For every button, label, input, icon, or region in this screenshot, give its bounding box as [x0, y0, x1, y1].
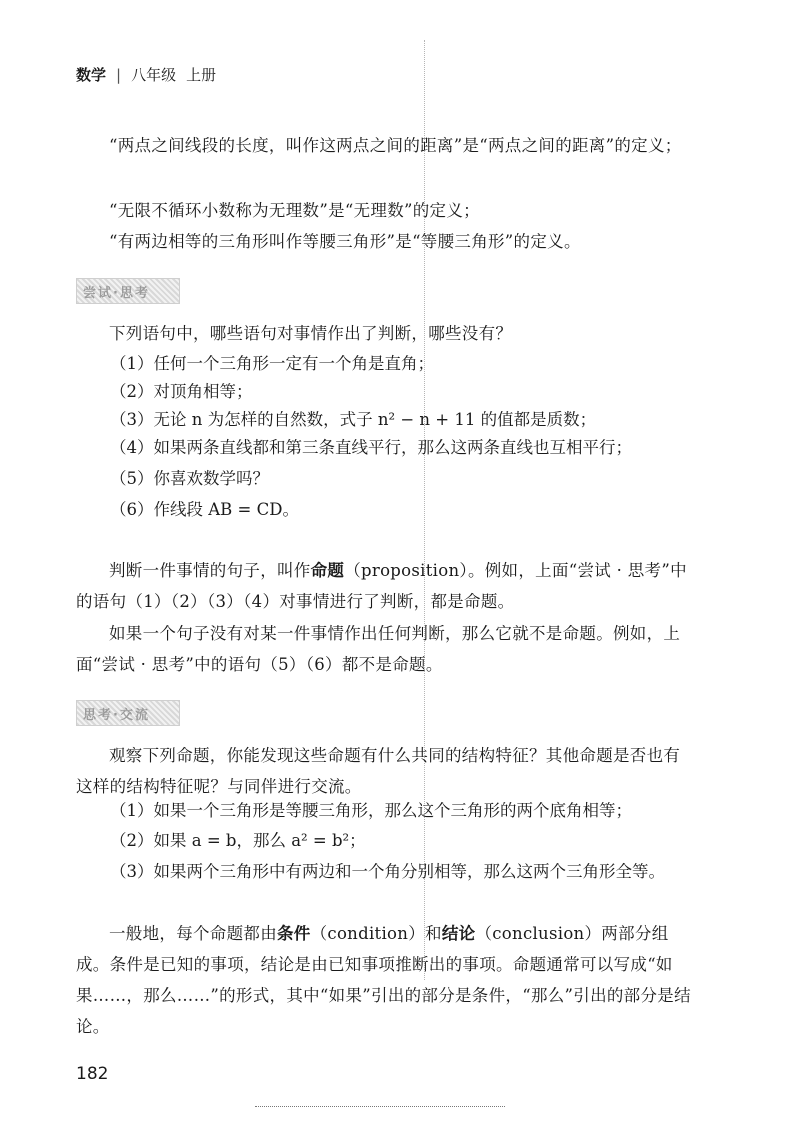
definition-paragraph-1 — [76, 555, 696, 617]
section1-item-5: （5）你喜欢数学吗？ — [110, 469, 269, 488]
section1-item-3: （3）无论 n 为怎样的自然数，式子 n² − n + 11 的值都是质数； — [110, 410, 597, 429]
section1-item-4: （4）如果两条直线都和第三条直线平行，那么这两条直线也互相平行； — [110, 438, 632, 457]
conclusion-paragraph — [76, 918, 696, 1042]
section2-item-2: （2）如果 a = b，那么 a² = b²； — [110, 831, 366, 850]
header-grade: 八年级 — [131, 66, 177, 84]
conc-text-c: （conclusion）两部分组成。条件是已知的事项，结论是由已知事项推断出的事项。命题通常可以写成“如果……，那么……”的形式，其中“如果”引出的部分是条件，“那么”引出的部分是结论。 — [76, 924, 691, 1036]
section1-item-6: （6）作线段 AB = CD。 — [110, 500, 299, 519]
page-number: 182 — [76, 1064, 109, 1084]
term-proposition: 命题 — [310, 561, 345, 580]
header-volume: 上册 — [186, 66, 217, 84]
intro-line-2: “无限不循环小数称为无理数”是“无理数”的定义； — [109, 201, 480, 220]
page-header — [76, 64, 216, 85]
scan-artifact-line — [255, 1106, 505, 1108]
section1-item-2: （2）对顶角相等； — [110, 382, 253, 401]
section1-question: 下列语句中，哪些语句对事情作出了判断，哪些没有？ — [109, 324, 513, 343]
section-badge-think-discuss: 思考·交流 — [76, 700, 180, 726]
section2-intro: 观察下列命题，你能发现这些命题有什么共同的结构特征？其他命题是否也有这样的结构特征呢？与同伴进行交流。 — [76, 746, 681, 796]
conc-text-a: 一般地，每个命题都由 — [109, 924, 277, 943]
term-condition: 条件 — [277, 924, 311, 943]
header-subject: 数学 — [76, 66, 107, 84]
header-separator: | — [116, 65, 122, 84]
section1-item-1: （1）任何一个三角形一定有一个角是直角； — [110, 354, 434, 373]
definition-paragraph-2: 如果一个句子没有对某一件事情作出任何判断，那么它就不是命题。例如，上面“尝试 · 思考”中的语句（5）（6）都不是命题。 — [76, 624, 681, 674]
conc-text-b: （condition）和 — [310, 924, 442, 943]
intro-line-3: “有两边相等的三角形叫作等腰三角形”是“等腰三角形”的定义。 — [109, 232, 581, 251]
section2-item-1: （1）如果一个三角形是等腰三角形，那么这个三角形的两个底角相等； — [110, 801, 632, 820]
section2-item-3: （3）如果两个三角形中有两边和一个角分别相等，那么这两个三角形全等。 — [110, 862, 665, 881]
def-text-b: （proposition）。例如，上面“尝试 · 思考”中的语句（1）（2）（3）（4）对事情进行了判断，都是命题。 — [76, 561, 687, 611]
def-text-a: 判断一件事情的句子，叫作 — [109, 561, 311, 580]
term-conclusion: 结论 — [441, 924, 476, 943]
intro-line-1: “两点之间线段的长度，叫作这两点之间的距离”是“两点之间的距离”的定义； — [109, 136, 682, 155]
section-badge-try-think: 尝试·思考 — [76, 278, 180, 304]
